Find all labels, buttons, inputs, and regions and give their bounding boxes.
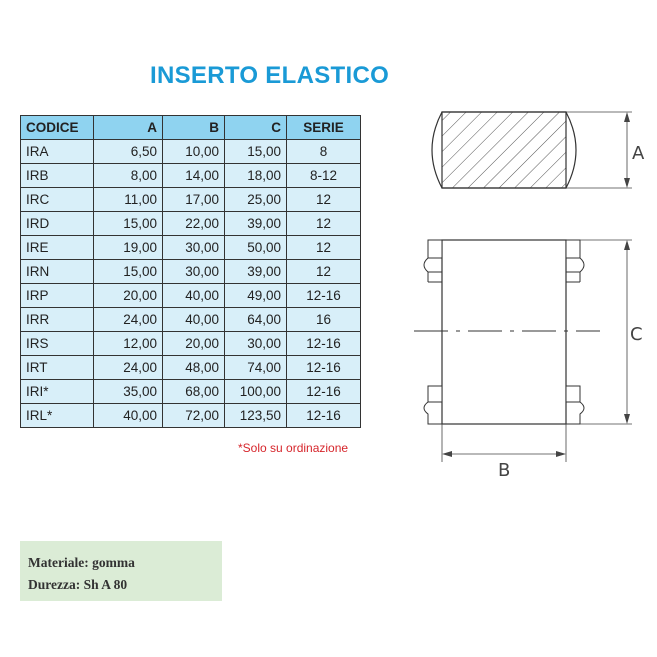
col-header-a: A	[94, 116, 163, 140]
cell-c: 49,00	[225, 284, 287, 308]
cell-c: 123,50	[225, 404, 287, 428]
technical-drawing	[400, 100, 650, 485]
cell-serie: 8-12	[287, 164, 361, 188]
table-header-row	[21, 116, 361, 140]
cell-serie: 12-16	[287, 380, 361, 404]
cell-b: 68,00	[163, 380, 225, 404]
cell-serie: 16	[287, 308, 361, 332]
cell-b: 10,00	[163, 140, 225, 164]
order-note: *Solo su ordinazione	[238, 441, 349, 455]
cell-serie: 12-16	[287, 332, 361, 356]
col-header-c: C	[225, 116, 287, 140]
table-row	[21, 404, 361, 428]
cell-codice: IRI*	[21, 380, 94, 404]
table-row	[21, 308, 361, 332]
cell-a: 11,00	[94, 188, 163, 212]
cell-a: 6,50	[94, 140, 163, 164]
cell-a: 19,00	[94, 236, 163, 260]
cell-b: 40,00	[163, 284, 225, 308]
side-view	[414, 240, 643, 481]
table-row	[21, 164, 361, 188]
table-row	[21, 236, 361, 260]
cell-c: 50,00	[225, 236, 287, 260]
cell-a: 15,00	[94, 260, 163, 284]
cell-c: 74,00	[225, 356, 287, 380]
cell-codice: IRP	[21, 284, 94, 308]
cell-codice: IRR	[21, 308, 94, 332]
cell-serie: 12-16	[287, 356, 361, 380]
cell-b: 48,00	[163, 356, 225, 380]
cell-c: 15,00	[225, 140, 287, 164]
cell-c: 64,00	[225, 308, 287, 332]
cell-a: 24,00	[94, 356, 163, 380]
cell-serie: 12	[287, 188, 361, 212]
table-row	[21, 140, 361, 164]
cell-a: 35,00	[94, 380, 163, 404]
material-label: Materiale: gomma	[28, 555, 135, 570]
cell-serie: 12-16	[287, 284, 361, 308]
page-title: INSERTO ELASTICO	[150, 62, 390, 89]
cell-codice: IRA	[21, 140, 94, 164]
cell-codice: IRN	[21, 260, 94, 284]
table-body	[21, 140, 361, 428]
cell-c: 18,00	[225, 164, 287, 188]
cross-section-view	[432, 112, 645, 188]
cell-codice: IRB	[21, 164, 94, 188]
cell-b: 30,00	[163, 260, 225, 284]
cell-serie: 12	[287, 236, 361, 260]
cell-c: 100,00	[225, 380, 287, 404]
table-row	[21, 212, 361, 236]
table-row	[21, 332, 361, 356]
cell-serie: 12	[287, 260, 361, 284]
cell-a: 24,00	[94, 308, 163, 332]
cell-a: 8,00	[94, 164, 163, 188]
cell-b: 14,00	[163, 164, 225, 188]
cell-a: 20,00	[94, 284, 163, 308]
cell-b: 20,00	[163, 332, 225, 356]
table-row	[21, 380, 361, 404]
cell-serie: 8	[287, 140, 361, 164]
hardness-label: Durezza: Sh A 80	[28, 577, 128, 592]
material-box	[20, 541, 222, 601]
cell-a: 12,00	[94, 332, 163, 356]
dimension-c-label: C	[630, 324, 643, 345]
table-row	[21, 356, 361, 380]
cell-serie: 12	[287, 212, 361, 236]
cell-c: 39,00	[225, 260, 287, 284]
cell-a: 15,00	[94, 212, 163, 236]
cell-codice: IRT	[21, 356, 94, 380]
cell-b: 30,00	[163, 236, 225, 260]
cell-b: 40,00	[163, 308, 225, 332]
table-row	[21, 284, 361, 308]
table-row	[21, 188, 361, 212]
cell-codice: IRS	[21, 332, 94, 356]
table-row	[21, 260, 361, 284]
cell-codice: IRC	[21, 188, 94, 212]
cell-c: 25,00	[225, 188, 287, 212]
dimension-a-label: A	[632, 143, 645, 164]
cell-a: 40,00	[94, 404, 163, 428]
col-header-codice: CODICE	[21, 116, 94, 140]
cell-codice: IRL*	[21, 404, 94, 428]
cell-serie: 12-16	[287, 404, 361, 428]
cell-b: 72,00	[163, 404, 225, 428]
cell-b: 17,00	[163, 188, 225, 212]
cell-b: 22,00	[163, 212, 225, 236]
cell-codice: IRE	[21, 236, 94, 260]
col-header-serie: SERIE	[287, 116, 361, 140]
col-header-b: B	[163, 116, 225, 140]
cell-c: 39,00	[225, 212, 287, 236]
spec-table	[20, 115, 361, 428]
cell-c: 30,00	[225, 332, 287, 356]
dimension-b-label: B	[498, 460, 511, 481]
cell-codice: IRD	[21, 212, 94, 236]
